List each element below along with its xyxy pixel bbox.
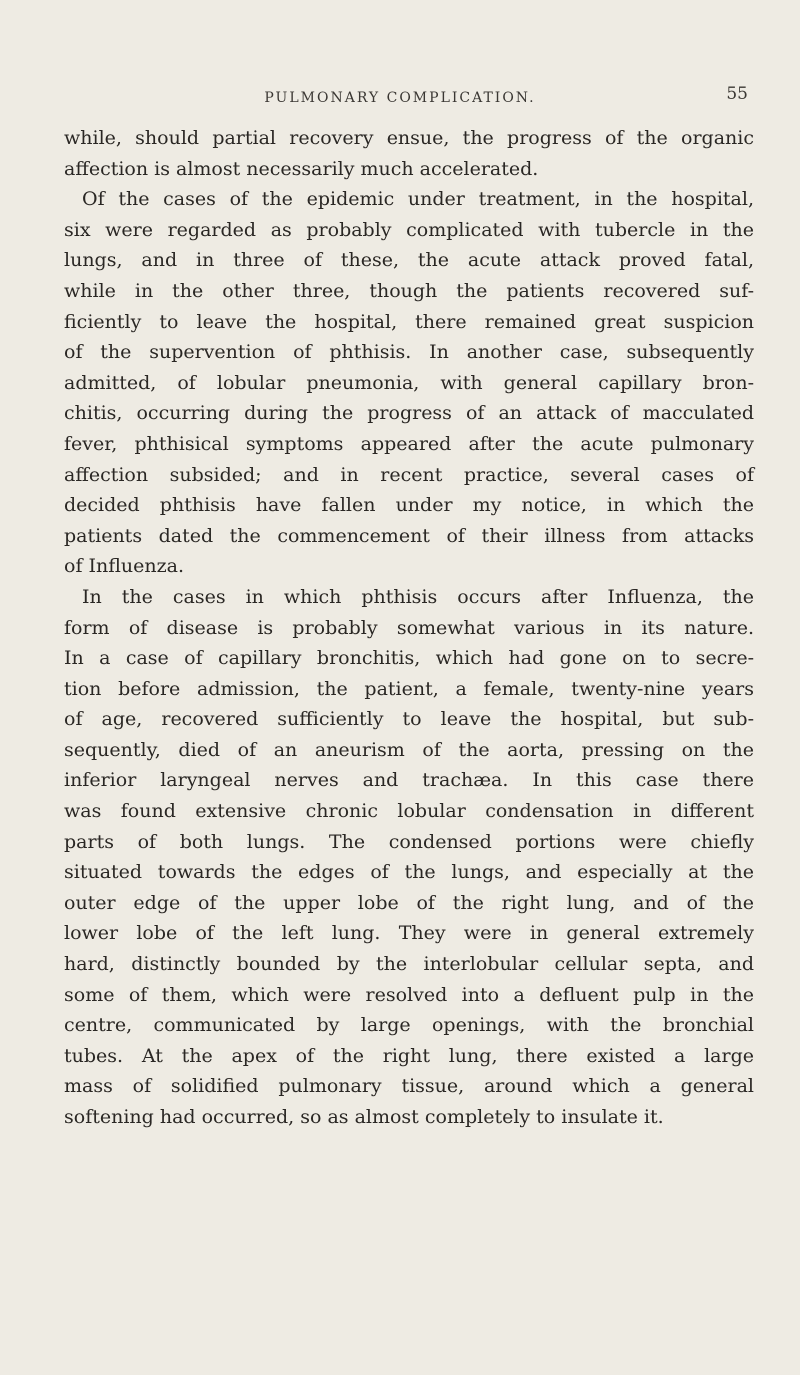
text-line: parts of both lungs. The condensed portions were chiefly — [64, 830, 754, 853]
body-text — [64, 123, 754, 1133]
text-line: decided phthisis have fallen under my notice, in which the — [64, 494, 754, 517]
text-line: six were regarded as probably complicated with tubercle in the — [64, 218, 754, 241]
text-line: affection is almost necessarily much accelerated. — [64, 157, 539, 180]
running-head: PULMONARY COMPLICATION. — [264, 90, 536, 106]
text-line: of the supervention of phthisis. In another case, subsequently — [64, 341, 754, 364]
text-line: sequently, died of an aneurism of the aorta, pressing on the — [64, 738, 754, 761]
text-line: ficiently to leave the hospital, there remained great suspicion — [64, 310, 754, 333]
text-line: affection subsided; and in recent practice, several cases of — [64, 463, 754, 486]
text-line: centre, communicated by large openings, with the bronchial — [64, 1014, 754, 1037]
text-line: Of the cases of the epidemic under treatment, in the hospital, — [82, 188, 754, 211]
text-line: admitted, of lobular pneumonia, with general capillary bron- — [64, 371, 754, 394]
text-line: of Influenza. — [64, 555, 185, 578]
text-line: fever, phthisical symptoms appeared after the acute pulmonary — [64, 432, 754, 455]
text-line: lungs, and in three of these, the acute attack proved fatal, — [64, 249, 754, 272]
text-line: situated towards the edges of the lungs, and especially at the — [64, 861, 754, 884]
text-line: while in the other three, though the patients recovered suf- — [64, 279, 754, 302]
text-line: In the cases in which phthisis occurs after Influenza, the — [82, 585, 754, 608]
text-line: inferior laryngeal nerves and trachæa. In this case there — [64, 769, 754, 792]
text-line: outer edge of the upper lobe of the right lung, and of the — [64, 891, 754, 914]
text-line: some of them, which were resolved into a defluent pulp in the — [64, 983, 754, 1006]
page-number: 55 — [726, 84, 748, 104]
text-line: tion before admission, the patient, a female, twenty-nine years — [64, 677, 754, 700]
text-line: tubes. At the apex of the right lung, there existed a large — [64, 1044, 754, 1067]
text-line: patients dated the commencement of their illness from attacks — [64, 524, 754, 547]
text-line: was found extensive chronic lobular condensation in different — [64, 800, 754, 823]
text-line: while, should partial recovery ensue, the progress of the organic — [64, 127, 754, 149]
text-line: mass of solidified pulmonary tissue, around which a general — [64, 1075, 754, 1098]
text-line: form of disease is probably somewhat various in its nature. — [64, 616, 754, 639]
text-line: In a case of capillary bronchitis, which had gone on to secre- — [64, 647, 754, 670]
text-line: lower lobe of the left lung. They were in general extremely — [64, 922, 754, 945]
text-line: chitis, occurring during the progress of an attack of macculated — [64, 402, 754, 425]
text-line: of age, recovered sufficiently to leave the hospital, but sub- — [64, 708, 754, 731]
text-line: hard, distinctly bounded by the interlobular cellular septa, and — [64, 953, 754, 976]
text-line: softening had occurred, so as almost completely to insulate it. — [64, 1106, 664, 1128]
